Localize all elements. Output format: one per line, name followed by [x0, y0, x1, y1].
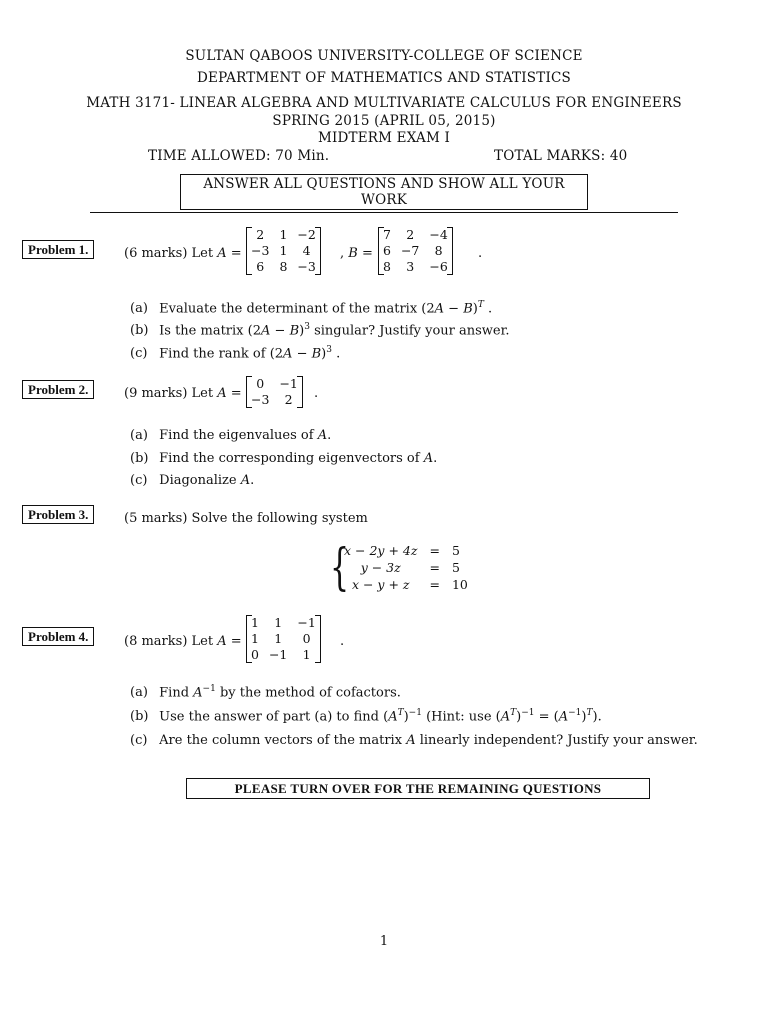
problem-1-part-b: (b) Is the matrix $(2A - B)^3$ singular? Justify your answer. — [130, 322, 510, 339]
problem-1-let: Let — [191, 246, 214, 261]
problem-4-part-c: (c) Are the column vectors of the matrix A linearly independent? Justify your answer. — [130, 733, 698, 748]
problem-4-marks: (8 marks) — [124, 634, 188, 649]
problem-1-part-a: (a) Evaluate the determinant of the matrix $(2A - B)^T$ . — [130, 300, 493, 317]
term: SPRING 2015 (APRIL 05, 2015) — [272, 113, 496, 129]
problem-2-part-b: (b) Find the corresponding eigenvectors of A. — [130, 451, 438, 466]
problem-1-matrix-b: 7 2 −4 6 −7 8 8 3 −6 — [378, 227, 453, 275]
problem-4-intro: (8 marks) Let A = — [124, 634, 242, 649]
problem-2-intro: (9 marks) Let A = — [124, 386, 242, 401]
turn-over-notice: PLEASE TURN OVER FOR THE REMAINING QUESTIONS — [186, 778, 650, 799]
exam-title: MIDTERM EXAM I — [317, 130, 451, 146]
university-title: SULTAN QABOOS UNIVERSITY-COLLEGE OF SCIENCE — [185, 48, 583, 64]
page-number: 1 — [379, 934, 389, 949]
problem-3-system: { x − 2y + 4z = 5 y − 3z = 5 x − y + z = 10 — [330, 538, 468, 596]
problem-2-matrix-a: 0 −1 −3 2 — [246, 376, 303, 408]
course-title: MATH 3171- LINEAR ALGEBRA AND MULTIVARIATE CALCULUS FOR ENGINEERS — [86, 95, 682, 111]
problem-3-marks: (5 marks) — [124, 511, 188, 526]
problem-4-label: Problem 4. — [22, 627, 94, 646]
problem-1-b-eq: , B = — [340, 246, 373, 261]
instruction-box: ANSWER ALL QUESTIONS AND SHOW ALL YOUR WORK — [180, 174, 588, 210]
problem-4-matrix-a: 1 1 −1 1 1 0 0 −1 1 — [246, 615, 321, 663]
problem-2-label: Problem 2. — [22, 380, 94, 399]
problem-1-intro: (6 marks) Let A = — [124, 246, 242, 261]
problem-4-part-b: (b) Use the answer of part (a) to find $(A^T)^{-1}$ (Hint: use $(A^T)^{-1} = (A^{-1})^T$). — [130, 708, 602, 725]
problem-4-part-a: (a) Find $A^{-1}$ by the method of cofactors. — [130, 684, 401, 701]
time-allowed: TIME ALLOWED: 70 Min. — [148, 148, 330, 164]
problem-2-part-c: (c) Diagonalize A. — [130, 473, 255, 488]
left-brace-icon: { — [330, 538, 350, 596]
department-title: DEPARTMENT OF MATHEMATICS AND STATISTICS — [197, 70, 571, 86]
problem-3-label: Problem 3. — [22, 505, 94, 524]
problem-1-marks: (6 marks) — [124, 246, 188, 261]
problem-2-marks: (9 marks) — [124, 386, 188, 401]
header-rule — [90, 212, 678, 213]
problem-1-label: Problem 1. — [22, 240, 94, 259]
total-marks: TOTAL MARKS: 40 — [494, 148, 628, 164]
problem-3-intro: (5 marks) Solve the following system — [124, 511, 368, 526]
problem-1-part-c: (c) Find the rank of $(2A - B)^3$ . — [130, 345, 341, 362]
problem-1-matrix-a: 2 1 −2 −3 1 4 6 8 −3 — [246, 227, 321, 275]
problem-2-part-a: (a) Find the eigenvalues of A. — [130, 428, 332, 443]
